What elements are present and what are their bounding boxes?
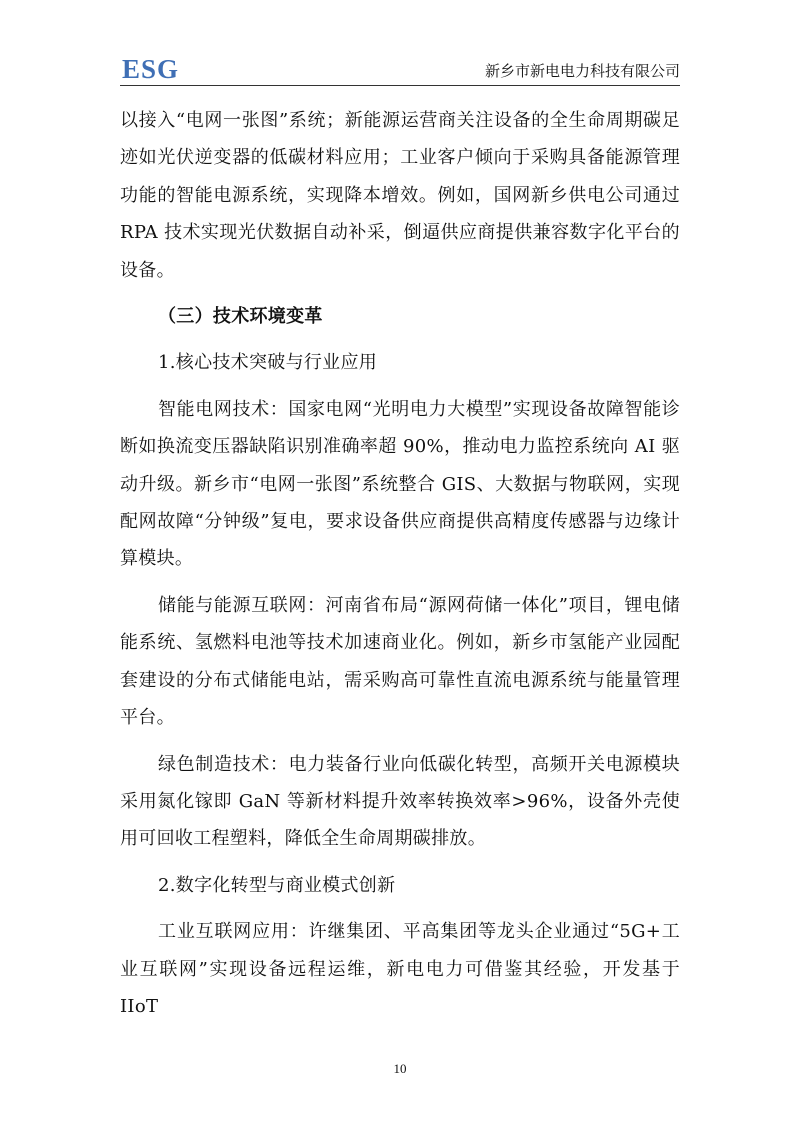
paragraph-industrial-internet: 工业互联网应用：许继集团、平高集团等龙头企业通过“5G+工业互联网”实现设备远程运维，新电电力可借鉴其经验，开发基于 IIoT <box>120 921 680 1017</box>
page-header <box>120 52 680 86</box>
section-heading: （三）技术环境变革 <box>158 306 323 328</box>
subsection-heading-2: 2.数字化转型与商业模式创新 <box>158 874 396 896</box>
paragraph-continued: 以接入“电网一张图”系统；新能源运营商关注设备的全生命周期碳足迹如光伏逆变器的低碳材料应用；工业客户倾向于采购具备能源管理功能的智能电源系统，实现降本增效。例如，国网新乡供电公司通过 RPA 技术实现光伏数据自动补采，倒逼供应商提供兼容数字化平台的设备。 <box>120 110 680 281</box>
document-body <box>120 102 680 1025</box>
paragraph-smart-grid: 智能电网技术：国家电网“光明电力大模型”实现设备故障智能诊断如换流变压器缺陷识别准确率超 90%，推动电力监控系统向 AI 驱动升级。新乡市“电网一张图”系统整合 GIS、大数据与物联网，实现配网故障“分钟级”复电，要求设备供应商提供高精度传感器与边缘计算模块。 <box>120 398 680 570</box>
page-number: 10 <box>393 1061 407 1076</box>
subsection-heading: 1.核心技术突破与行业应用 <box>158 352 378 374</box>
company-name: 新乡市新电电力科技有限公司 <box>484 62 680 80</box>
header-rule <box>120 85 680 86</box>
esg-logo: ESG <box>122 54 180 84</box>
paragraph-energy-storage: 储能与能源互联网：河南省布局“源网荷储一体化”项目，锂电储能系统、氢燃料电池等技术加速商业化。例如，新乡市氢能产业园配套建设的分布式储能电站，需采购高可靠性直流电源系统与能量管理平台。 <box>120 594 680 729</box>
paragraph-green-manufacturing: 绿色制造技术：电力装备行业向低碳化转型，高频开关电源模块采用氮化镓即 GaN 等新材料提升效率转换效率>96%，设备外壳使用可回收工程塑料，降低全生命周期碳排放。 <box>120 753 680 850</box>
